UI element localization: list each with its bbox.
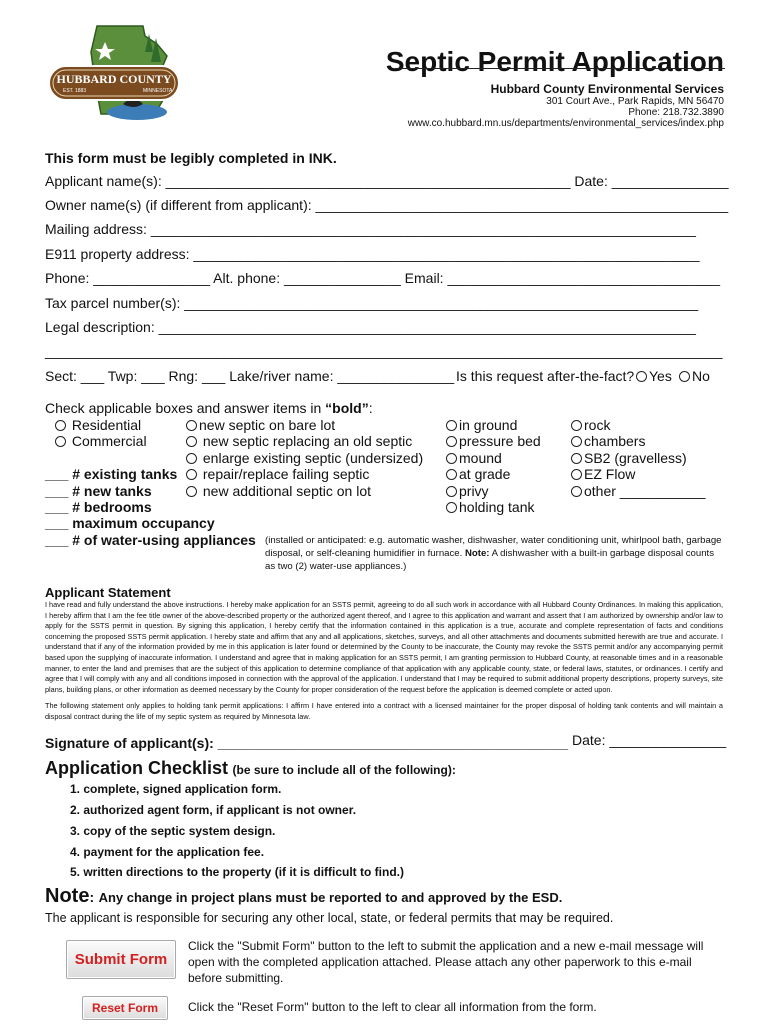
phone-email-field[interactable]: Phone: _______________ Alt. phone: _______________ Email: ___________________________________ bbox=[45, 270, 720, 286]
check-instructions: Check applicable boxes and answer items in “bold”: bbox=[45, 400, 373, 416]
soil-radio-privy[interactable]: privy bbox=[446, 483, 489, 499]
checklist-item: 4. payment for the application fee. bbox=[70, 845, 265, 859]
water-appliances-field[interactable]: ___ # of water-using appliances bbox=[45, 532, 256, 548]
radio-icon bbox=[186, 453, 197, 464]
soil-radio-pressure-bed[interactable]: pressure bed bbox=[446, 433, 541, 449]
checklist-heading: Application Checklist (be sure to include all of the following): bbox=[45, 758, 456, 778]
ink-notice: This form must be legibly completed in INK. bbox=[45, 150, 337, 166]
radio-icon bbox=[55, 436, 66, 447]
department-url: www.co.hubbard.mn.us/departments/environmental_services/index.php bbox=[407, 118, 724, 129]
checklist-item: 5. written directions to the property (if it is difficult to find.) bbox=[70, 865, 404, 879]
logo-title: HUBBARD COUNTY bbox=[56, 72, 172, 86]
soil-radio-at-grade[interactable]: at grade bbox=[446, 466, 510, 482]
radio-icon bbox=[446, 420, 457, 431]
radio-icon bbox=[186, 469, 197, 480]
note-line: Note: Any change in project plans must be reported to and approved by the ESD. bbox=[45, 885, 563, 907]
e911-address-field[interactable]: E911 property address: _________________________________________________________________ bbox=[45, 246, 700, 262]
department-address: 301 Court Ave., Park Rapids, MN 56470 bbox=[546, 96, 724, 107]
commercial-radio[interactable]: Commercial bbox=[55, 433, 147, 449]
radio-icon bbox=[571, 420, 582, 431]
county-logo bbox=[45, 22, 205, 127]
after-fact-yes-radio[interactable]: Yes bbox=[636, 368, 672, 384]
department-name: Hubbard County Environmental Services bbox=[490, 82, 724, 96]
type-radio-repair[interactable]: repair/replace failing septic bbox=[186, 466, 369, 482]
radio-icon bbox=[571, 453, 582, 464]
soil-radio-holding-tank[interactable]: holding tank bbox=[446, 499, 535, 515]
appliance-note: (installed or anticipated: e.g. automatic washer, dishwasher, water conditioning unit, whirlpool bath, garbage disposal, or self-cleaning humidifier in furnace. Note: A dishwasher with a built-in garbage disposal counts as two (2) water-use appliances.) bbox=[265, 535, 722, 572]
media-radio-ez-flow[interactable]: EZ Flow bbox=[571, 466, 635, 482]
statement-body: I have read and fully understand the above instructions. I hereby make application for an SSTS permit, agreeing to do all such work in accordance with all Hubbard County Ordinances. In making this application, I hereby affirm that I am the fee title owner of the above-described property or the authorized agent thereof, and I agree to this application and warrant and assert that I am authorized by ownership and/or law to apply for the SSTS permit in question. By signing this application, I hereby certify that the information contained in this application is a true, accurate and complete representation of facts and conditions concerning the proposed SSTS permit application. I hereby state and affirm that any and all applications, sketches, surveys, and all other attachments and documents submitted herewith are true and accurate. I understand that if any of the information provided by me in this application is later found or determined by the County to be inaccurate, the County may revoke the SSTS permit and/or any accompanying permit based upon the supplying of inaccurate information. I understand and agree that in making application for an SSTS permit, I am granting permission to Hubbard County, at reasonable times and in a reasonable manner, to enter the land and premises that are the subject of this application to determine compliance of that application with any applicable county, state, or federal laws, statutes, or ordinances. I certify and agree that I will comply with any and all conditions imposed in connection with the approval of the application. I understand that I may be required to submit additional property descriptions, property surveys, site plans, building plans, or other information as deemed necessary by the County for proper consideration of the request before the application is deemed complete or acted upon. bbox=[45, 600, 723, 694]
radio-icon bbox=[55, 420, 66, 431]
owner-name-field[interactable]: Owner name(s) (if different from applicant): _____________________________________________________ bbox=[45, 197, 729, 213]
radio-icon bbox=[446, 486, 457, 497]
radio-icon bbox=[636, 371, 647, 382]
mailing-address-field[interactable]: Mailing address: ______________________________________________________________________ bbox=[45, 221, 696, 237]
radio-icon bbox=[679, 371, 690, 382]
type-radio-enlarge[interactable]: enlarge existing septic (undersized) bbox=[186, 450, 423, 466]
statement-heading: Applicant Statement bbox=[45, 585, 171, 600]
media-radio-other[interactable]: other ___________ bbox=[571, 483, 705, 499]
signature-field[interactable]: Signature of applicant(s): _____________________________________________ bbox=[45, 735, 569, 751]
permits-notice: The applicant is responsible for securing any other local, state, or federal permits that may be required. bbox=[45, 911, 614, 925]
max-occupancy-field[interactable]: ___ maximum occupancy bbox=[45, 515, 215, 531]
logo-state: MINNESOTA bbox=[143, 88, 173, 94]
radio-icon bbox=[186, 486, 197, 497]
radio-icon bbox=[186, 436, 197, 447]
checklist-item: 2. authorized agent form, if applicant is not owner. bbox=[70, 803, 357, 817]
checklist-item: 3. copy of the septic system design. bbox=[70, 824, 276, 838]
radio-icon bbox=[571, 436, 582, 447]
media-radio-sb2[interactable]: SB2 (gravelless) bbox=[571, 450, 687, 466]
type-radio-replacing-old[interactable]: new septic replacing an old septic bbox=[186, 433, 412, 449]
radio-icon bbox=[446, 436, 457, 447]
radio-icon bbox=[446, 453, 457, 464]
radio-icon bbox=[186, 420, 197, 431]
logo-est: EST. 1883 bbox=[63, 88, 87, 94]
bedrooms-field[interactable]: ___ # bedrooms bbox=[45, 499, 152, 515]
soil-radio-in-ground[interactable]: in ground bbox=[446, 417, 517, 433]
reset-description: Click the "Reset Form" button to the left to clear all information from the form. bbox=[188, 1000, 597, 1014]
tax-parcel-field[interactable]: Tax parcel number(s): __________________________________________________________________ bbox=[45, 295, 699, 311]
department-phone: Phone: 218.732.3890 bbox=[628, 107, 724, 118]
holding-tank-statement: The following statement only applies to holding tank permit applications: I affirm I have entered into a contract with a licensed maintainer for the proper disposal of holding tank contents and will maintain a disposal contract during the life of my septic system as required by Minnesota law. bbox=[45, 701, 723, 721]
radio-icon bbox=[571, 486, 582, 497]
soil-radio-mound[interactable]: mound bbox=[446, 450, 502, 466]
submit-description: Click the "Submit Form" button to the left to submit the application and a new e-mail message will open with the completed application attached. Please attach any other paperwork to this e-mail before submitting. bbox=[188, 939, 704, 985]
after-fact-no-radio[interactable]: No bbox=[679, 368, 710, 384]
radio-icon bbox=[446, 502, 457, 513]
signature-date-field[interactable]: Date: _______________ bbox=[572, 732, 727, 748]
legal-description-line-2[interactable]: _______________________________________________________________________________________ bbox=[45, 343, 723, 359]
residential-radio[interactable]: Residential bbox=[55, 417, 141, 433]
reset-form-button[interactable]: Reset Form bbox=[82, 996, 168, 1020]
media-radio-rock[interactable]: rock bbox=[571, 417, 610, 433]
radio-icon bbox=[446, 469, 457, 480]
submit-form-button[interactable]: Submit Form bbox=[66, 940, 176, 979]
checklist-item: 1. complete, signed application form. bbox=[70, 782, 282, 796]
radio-icon bbox=[571, 469, 582, 480]
after-the-fact-question: Is this request after-the-fact? bbox=[456, 368, 635, 384]
header-divider bbox=[395, 68, 725, 69]
new-tanks-field[interactable]: ___ # new tanks bbox=[45, 483, 152, 499]
legal-description-field[interactable]: Legal description: _____________________________________________________________________ bbox=[45, 319, 696, 335]
type-radio-additional[interactable]: new additional septic on lot bbox=[186, 483, 371, 499]
location-field[interactable]: Sect: ___ Twp: ___ Rng: ___ Lake/river name: _______________ bbox=[45, 368, 455, 384]
applicant-name-field[interactable]: Applicant name(s): ____________________________________________________ Date: _______________ bbox=[45, 173, 729, 189]
media-radio-chambers[interactable]: chambers bbox=[571, 433, 645, 449]
page-title: Septic Permit Application bbox=[385, 46, 724, 77]
existing-tanks-field[interactable]: ___ # existing tanks bbox=[45, 466, 178, 482]
type-radio-new-bare-lot[interactable]: new septic on bare lot bbox=[186, 417, 335, 433]
